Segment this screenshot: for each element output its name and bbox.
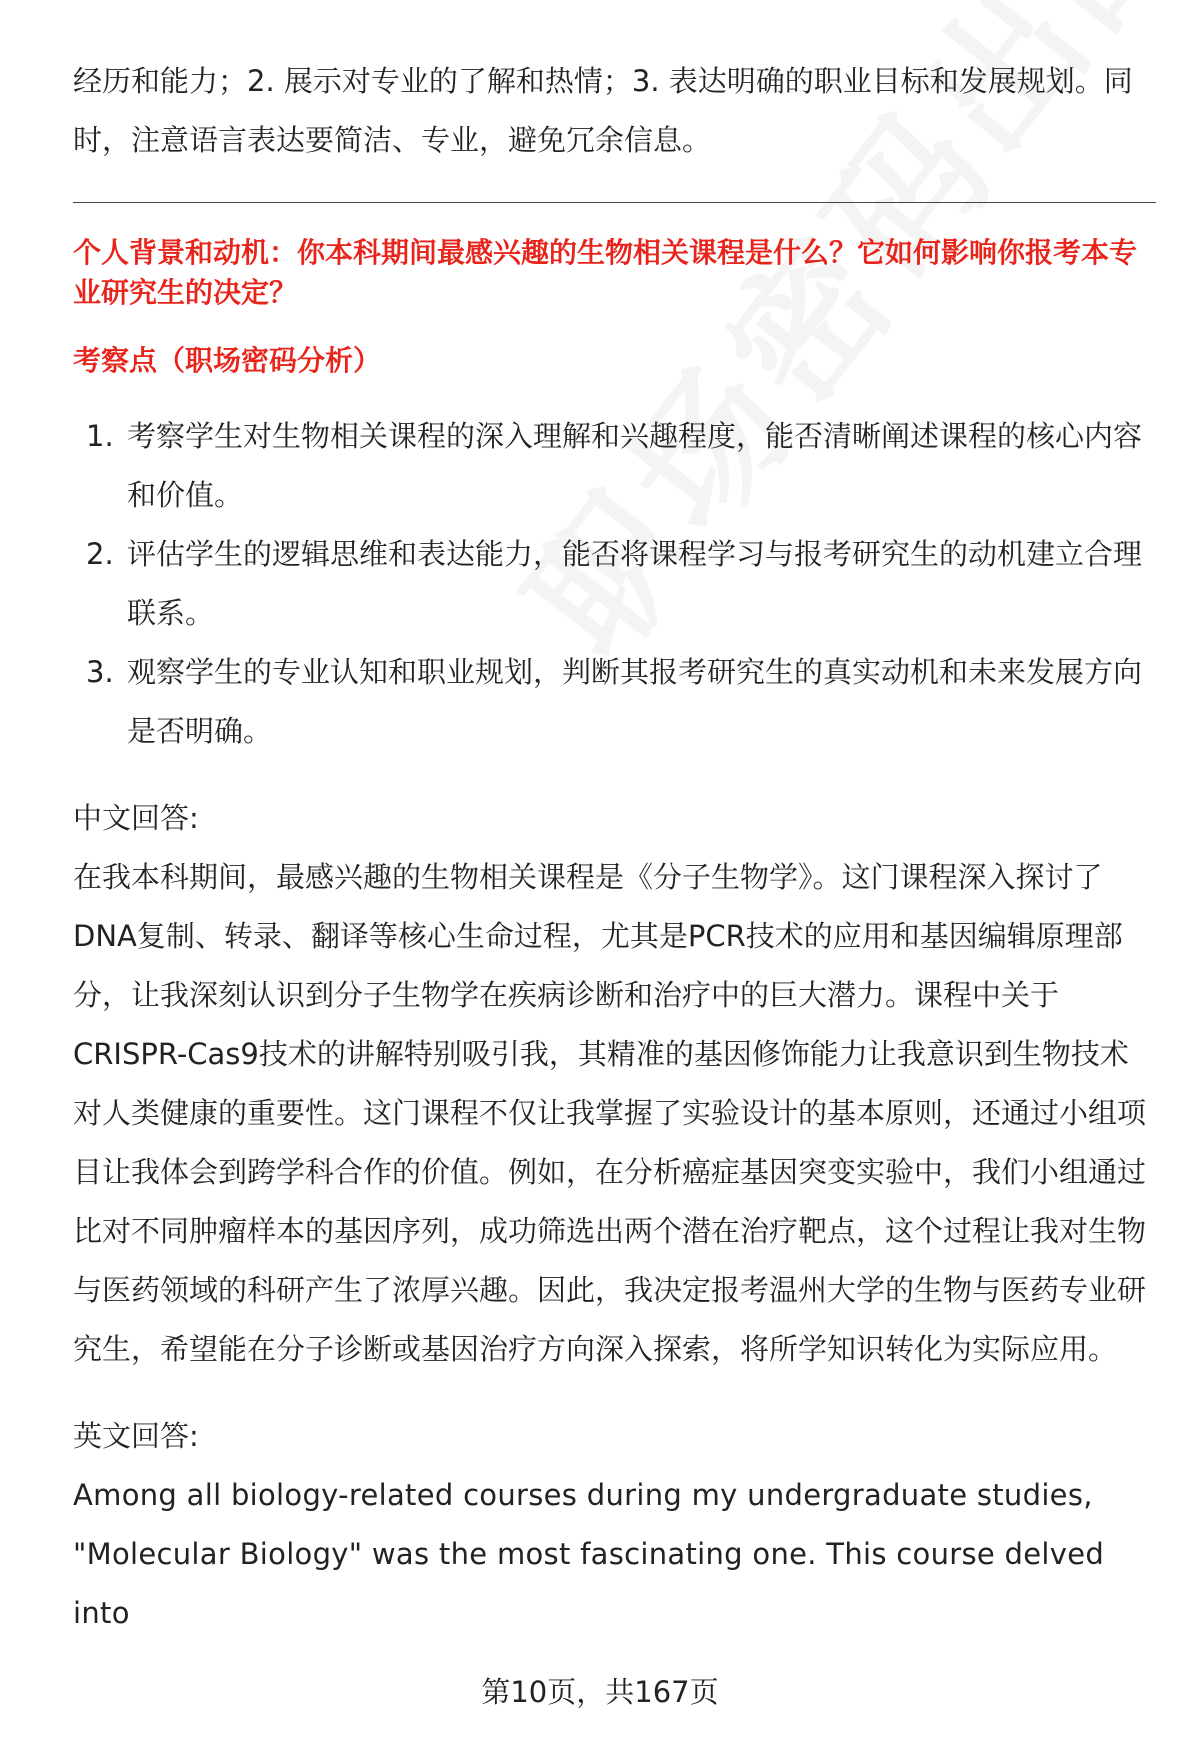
- chinese-answer-label: 中文回答:: [73, 801, 199, 835]
- list-text: 考察学生对生物相关课程的深入理解和兴趣程度，能否清晰阐述课程的核心内容和价值。: [127, 419, 1143, 512]
- list-item: [73, 525, 1153, 643]
- english-answer-line: Among all biology-related courses during my undergraduate studies,: [73, 1478, 1093, 1512]
- list-item: [73, 407, 1153, 525]
- page-number-footer: 第10页，共167页: [481, 1675, 719, 1709]
- list-text: 观察学生的专业认知和职业规划，判断其报考研究生的真实动机和未来发展方向是否明确。: [127, 655, 1143, 748]
- list-number: 1.: [86, 419, 114, 453]
- english-answer-label: 英文回答:: [73, 1419, 199, 1453]
- page-content: [73, 52, 1153, 1643]
- english-answer-line: "Molecular Biology" was the most fascinating one. This course delved into: [73, 1537, 1105, 1630]
- list-item: [73, 643, 1153, 761]
- list-number: 2.: [86, 537, 114, 571]
- chinese-answer-text: 在我本科期间，最感兴趣的生物相关课程是《分子生物学》。这门课程深入探讨了DNA复制、转录、翻译等核心生命过程，尤其是PCR技术的应用和基因编辑原理部分，让我深刻认识到分子生物学在疾病诊断和治疗中的巨大潜力。课程中关于CRISPR-Cas9技术的讲解特别吸引我，其精准的基因修饰能力让我意识到生物技术对人类健康的重要性。这门课程不仅让我掌握了实验设计的基本原则，还通过小组项目让我体会到跨学科合作的价值。例如，在分析癌症基因突变实验中，我们小组通过比对不同肿瘤样本的基因序列，成功筛选出两个潜在治疗靶点，这个过程让我对生物与医药领域的科研产生了浓厚兴趣。因此，我决定报考温州大学的生物与医药专业研究生，希望能在分子诊断或基因治疗方向深入探索，将所学知识转化为实际应用。: [73, 860, 1147, 1366]
- question-heading: 个人背景和动机：你本科期间最感兴趣的生物相关课程是什么？它如何影响你报考本专业研究生的决定？: [73, 236, 1138, 309]
- focus-list: [73, 407, 1153, 761]
- list-text: 评估学生的逻辑思维和表达能力，能否将课程学习与报考研究生的动机建立合理联系。: [127, 537, 1143, 630]
- list-number: 3.: [86, 655, 114, 689]
- intro-paragraph: 经历和能力；2. 展示对专业的了解和热情；3. 表达明确的职业目标和发展规划。同时，注意语言表达要简洁、专业，避免冗余信息。: [73, 64, 1133, 157]
- focus-heading: 考察点（职场密码分析）: [73, 344, 382, 377]
- section-divider: [73, 202, 1156, 203]
